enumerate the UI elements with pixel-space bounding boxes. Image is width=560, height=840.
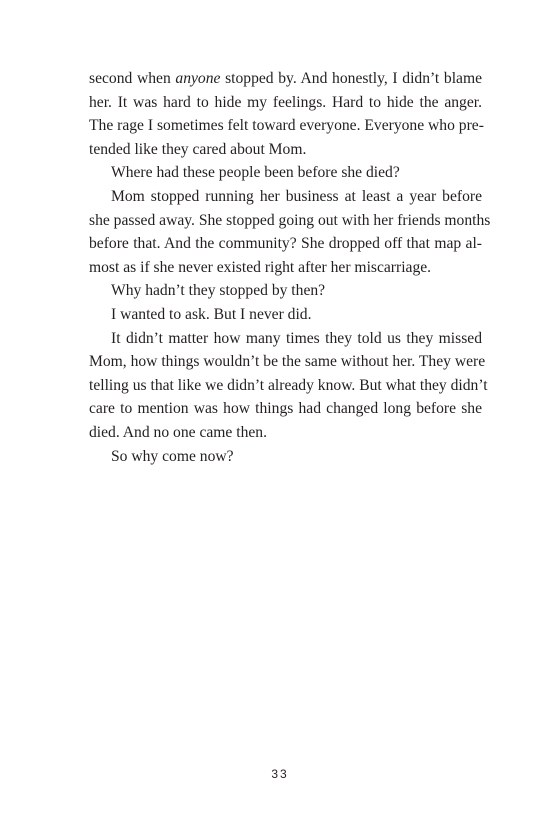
- text-line: [89, 421, 482, 445]
- text-span: most as if she never existed right after her miscarriage.: [89, 258, 432, 276]
- text-span: died. And no one came then.: [89, 423, 267, 441]
- paragraph: [89, 303, 482, 327]
- text-line: [89, 91, 482, 115]
- text-span: telling us that like we didn’t already know. But what they didn’t: [89, 376, 488, 394]
- text-line: [89, 138, 482, 162]
- text-span: before that. And the community? She dropped off that map al-: [89, 235, 482, 253]
- paragraph: [89, 327, 488, 445]
- text-span: The rage I sometimes felt toward everyone. Everyone who pre-: [89, 117, 484, 135]
- page-body-text: [89, 67, 491, 468]
- text-span: Where had these people been before she died?: [111, 164, 400, 182]
- text-line: [89, 279, 482, 303]
- text-line: [89, 67, 482, 91]
- text-span: tended like they cared about Mom.: [89, 140, 307, 158]
- text-line: [89, 397, 482, 421]
- text-line: [89, 185, 482, 209]
- text-span: second when: [89, 70, 176, 87]
- text-line: [89, 114, 482, 138]
- text-span: Why hadn’t they stopped by then?: [111, 282, 326, 300]
- text-span: I wanted to ask. But I never did.: [111, 305, 312, 323]
- text-line: [89, 374, 488, 398]
- text-span: she passed away. She stopped going out with her friends months: [89, 211, 491, 229]
- paragraph: [89, 67, 482, 161]
- text-span: her. It was hard to hide my feelings. Hard to hide the anger.: [89, 93, 482, 111]
- text-line: [89, 161, 482, 185]
- paragraph: [89, 161, 482, 185]
- text-line: [89, 209, 491, 233]
- paragraph: [89, 445, 482, 469]
- text-span: Mom, how things wouldn’t be the same without her. They were: [89, 353, 486, 371]
- text-line: [89, 445, 482, 469]
- text-span: stopped by. And honestly, I didn’t blame: [220, 70, 483, 87]
- text-line: [89, 350, 486, 374]
- paragraph: [89, 185, 491, 279]
- text-line: [89, 256, 482, 280]
- emphasized-word: anyone: [175, 70, 221, 87]
- text-span: Mom stopped running her business at least a year before: [111, 187, 482, 205]
- text-span: It didn’t matter how many times they told us they missed: [111, 329, 482, 347]
- text-span: care to mention was how things had changed long before she: [89, 400, 482, 418]
- page-number: 33: [271, 767, 289, 781]
- text-line: [89, 232, 482, 256]
- text-line: [89, 327, 482, 351]
- paragraph: [89, 279, 482, 303]
- text-line: [89, 303, 482, 327]
- text-span: So why come now?: [111, 447, 234, 465]
